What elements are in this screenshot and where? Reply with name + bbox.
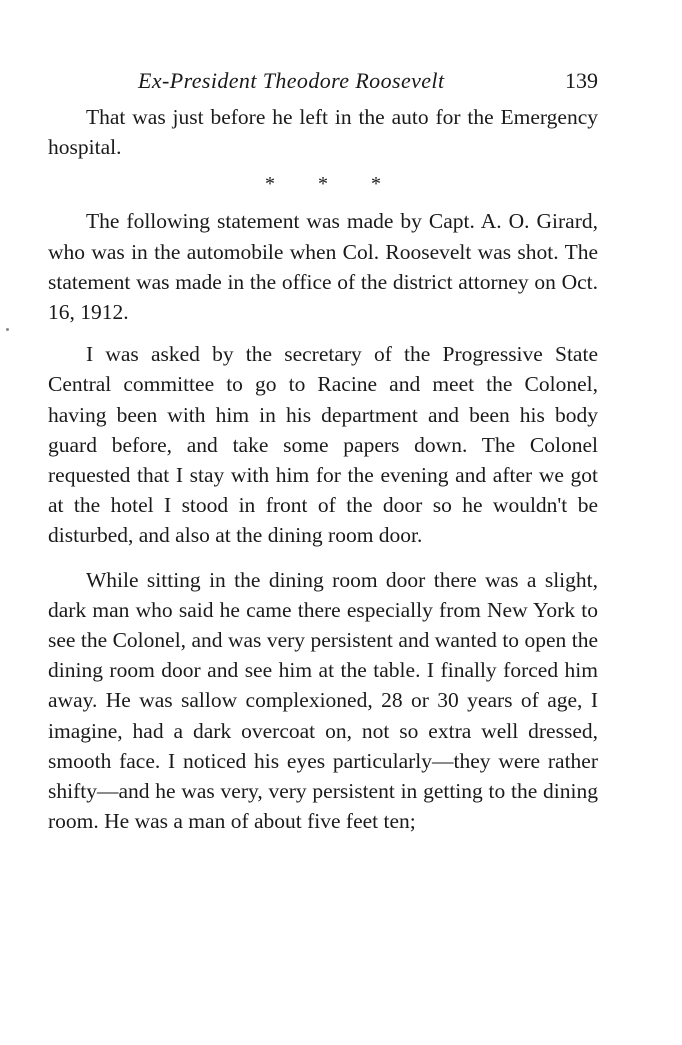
page-number: 139 [565,68,598,93]
asterisk-3: * [371,173,381,196]
paragraph-3: I was asked by the secretary of the Progressive State Central committee to go to Racine and meet the Colonel, having been with him in his department and been his body guard before, and take some papers down. The Colonel requested that I stay with him for the evening and after we got at the hotel I stood in front of the door so he wouldn't be disturbed, and also at the dining room door. [48,342,598,548]
paragraph-gap [48,551,598,565]
book-page [48,62,598,836]
running-head [48,62,598,102]
paragraph-gap [48,327,598,339]
paragraph-4: While sitting in the dining room door there was a slight, dark man who said he came there especially from New York to see the Colonel, and was very persistent and wanted to open the dining room door and see him at the table. I finally forced him away. He was sallow complexioned, 28 or 30 years of age, I imagine, had a dark overcoat on, not so extra well dressed, smooth face. I noticed his eyes particularly—they were rather shifty—and he was very, very persistent in getting to the dining room. He was a man of about five feet ten; [48,567,598,834]
margin-speck [6,328,9,331]
paragraph-2: The following statement was made by Capt. A. O. Girard, who was in the automobile when Col. Roosevelt was shot. The statement was made in the office of the district attorney on Oct. 16, 1912. [48,209,598,325]
paragraph-1: That was just before he left in the auto for the Emergency hospital. [48,105,598,160]
section-separator [48,162,598,206]
asterisk-1: * [265,173,275,196]
running-title: Ex-President Theodore Roosevelt [138,68,445,93]
asterisk-2: * [318,173,328,196]
